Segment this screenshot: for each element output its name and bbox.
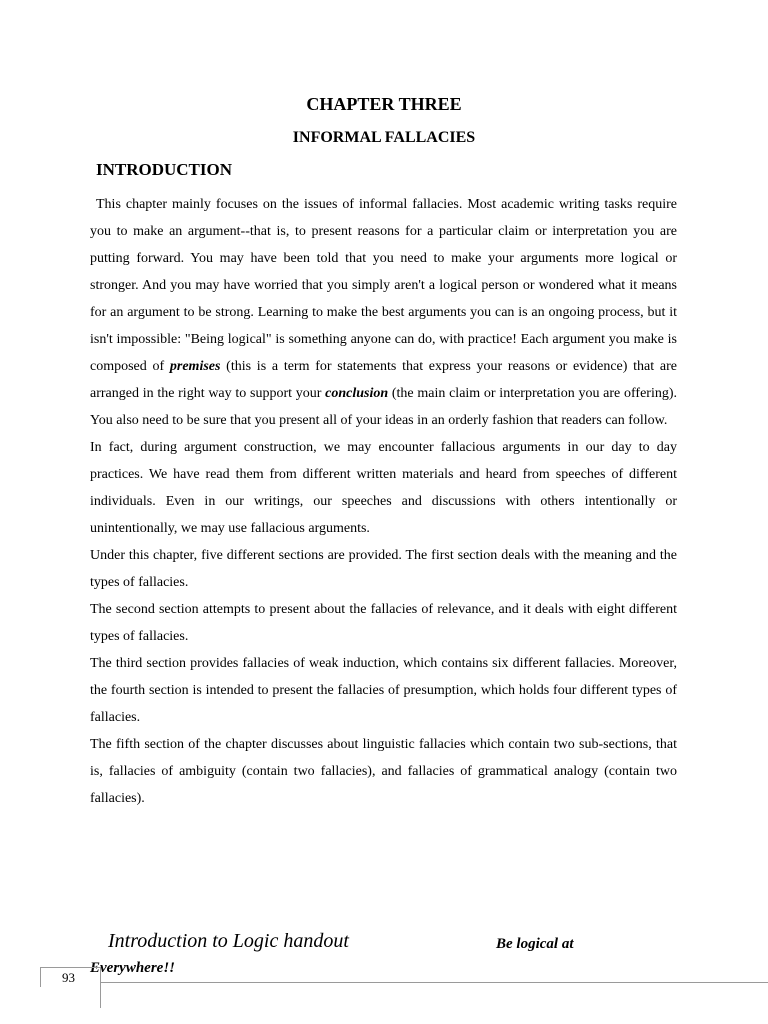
chapter-subtitle: INFORMAL FALLACIES: [292, 129, 476, 146]
footer-divider: [100, 982, 768, 983]
paragraph-3: Under this chapter, five different sections are provided. The first section deals with the meaning and the types of fallacies.: [90, 548, 677, 590]
chapter-title: CHAPTER THREE: [306, 94, 462, 114]
paragraph-5: The third section provides fallacies of weak induction, which contains six different fallacies. Moreover, the fourth section is intended to present the fallacies of presumption, which holds four different types of fallacies.: [90, 656, 677, 725]
paragraph-1-part-c: (the main claim or interpretation you are offering). You also need to be sure that you present all of your ideas in an orderly fashion that readers can follow.: [90, 386, 677, 428]
paragraph-4: The second section attempts to present about the fallacies of relevance, and it deals with eight different types of fallacies.: [90, 602, 677, 644]
footer-motto-line-1: Be logical at: [496, 936, 574, 952]
page-number: 93: [62, 970, 75, 985]
term-conclusion: conclusion: [325, 386, 389, 401]
paragraph-6: The fifth section of the chapter discusses about linguistic fallacies which contain two sub-sections, that is, fallacies of ambiguity (contain two fallacies), and fallacies of grammatical analogy (contain two fallacies).: [90, 737, 677, 806]
paragraph-2: In fact, during argument construction, we may encounter fallacious arguments in our day to day practices. We have read them from different written materials and heard from speeches of different individuals. Even in our writings, our speeches and discussions with others intentionally or unintentionally, we may use fallacious arguments.: [90, 440, 677, 536]
page-number-box-edge: [40, 967, 41, 987]
body-text: [90, 191, 677, 812]
footer-motto-line-2: Everywhere!!: [90, 960, 175, 976]
paragraph-1: [90, 191, 677, 434]
paragraph-1-part-a: This chapter mainly focuses on the issues of informal fallacies. Most academic writing tasks require you to make an argument--that is, to present reasons for a particular claim or interpretation you are putting forward. You may have been told that you need to make your arguments more logical or stronger. And you may have worried that you simply aren't a logical person or wondered what it means for an argument to be strong. Learning to make the best arguments you can is an ongoing process, but it isn't impossible: "Being logical" is something anyone can do, with practice! Each argument you make is composed of: [90, 197, 677, 374]
paragraph-1-part-b: (this is a term for statements that express your reasons or evidence) that are arranged in the right way to support your: [90, 359, 677, 401]
term-premises: premises: [169, 359, 221, 374]
footer-title: Introduction to Logic handout: [108, 930, 349, 952]
section-heading: INTRODUCTION: [96, 160, 233, 179]
